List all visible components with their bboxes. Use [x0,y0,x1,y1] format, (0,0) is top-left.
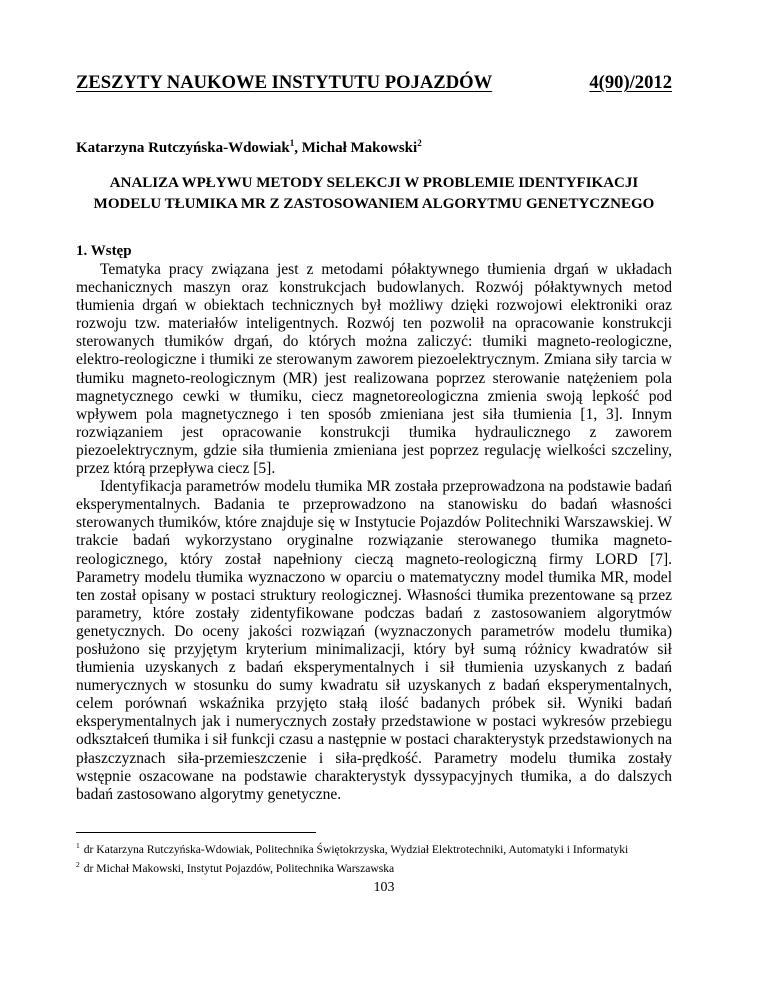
journal-name: ZESZYTY NAUKOWE INSTYTUTU POJAZDÓW [76,72,493,93]
page-number: 103 [373,880,395,895]
footnote [76,858,672,877]
footnote-mark: 2 [76,859,80,869]
footnote-mark: 1 [289,138,295,148]
footnote-text: dr Michał Makowski, Instytut Pojazdów, Politechnika Warszawska [83,861,395,875]
author-separator: , [294,140,302,156]
paragraph: Tematyka pracy związana jest z metodami półaktywnego tłumienia drgań w układach mechanicznych maszyn oraz konstrukcjach budowlanych. Rozwój półaktywnych metod tłumienia drgań w obiektach technicznych był możliwy dzięki rozwojowi elektroniki oraz rozwoju tzw. materiałów inteligentnych. Rozwój ten pozwolił na opracowanie konstrukcji sterowanych tłumików drgań, do których można zaliczyć: tłumiki magneto-reologiczne, elektro-reologiczne i tłumiki ze sterowanym zaworem piezoelektrycznym. Zmiana siły tarcia w tłumiku magneto-reologicznym (MR) jest realizowana poprzez sterowanie natężeniem pola magnetycznego cewki w tłumiku, ciecz magnetoreologiczna zmienia swoją lepkość pod wpływem pola magnetycznego i ten sposób zmieniana jest siła tłumienia [1, 3]. Innym rozwiązaniem jest opracowanie konstrukcji tłumika hydraulicznego z zaworem piezoelektrycznym, gdzie siła tłumienia zmieniana jest poprzez regulację wielkości szczeliny, przez którą przepływa ciecz [5]. [76,261,672,478]
body-text [76,261,672,804]
footnote [76,839,672,858]
footnote-text: dr Katarzyna Rutczyńska-Wdowiak, Politechnika Świętokrzyska, Wydział Elektrotechniki, Automatyki i Informatyki [83,843,629,856]
author-name: Michał Makowski [301,140,418,156]
section-heading: 1. Wstęp [76,243,132,259]
paragraph: Identyfikacja parametrów modelu tłumika MR została przeprowadzona na podstawie badań eksperymentalnych. Badania te przeprowadzono na stanowisku do badań własności sterowanych tłumików, które znajduje się w Instytucie Pojazdów Politechniki Warszawskiej. W trakcie badań wykorzystano oryginalne rozwiązanie sterowanego tłumika magneto-reologicznego, który został napełniony cieczą magneto-reologiczną firmy LORD [7]. Parametry modelu tłumika wyznaczono w oparciu o matematyczny model tłumika MR, model ten został opisany w postaci struktury reologicznej. Własności tłumika prezentowane są przez parametry, które zostały zidentyfikowane podczas badań z zastosowaniem algorytmów genetycznych. Do oceny jakości rozwiązań (wyznaczonych parametrów modelu tłumika) posłużono się przyjętym kryterium minimalizacji, który był sumą różnicy kwadratów sił tłumienia uzyskanych z badań eksperymentalnych i sił tłumienia uzyskanych z badań numerycznych w stosunku do sumy kwadratu sił uzyskanych z badań eksperymentalnych, celem porównań wskaźnika przyjęto stałą ilość badanych próbek sił. Wyniki badań eksperymentalnych jak i numerycznych zostały przedstawione w postaci wykresów przebiegu odkształceń tłumika i sił funkcji czasu a następnie w postaci charakterystyk przedstawionych na płaszczyznach siła-przemieszczenie i siła-prędkość. Parametry modelu tłumika zostały wstępnie oszacowane na podstawie charakterystyk dyssypacyjnych tłumika, a do dalszych badań zastosowano algorytmy genetyczne. [76,478,672,803]
paper-title: ANALIZA WPŁYWU METODY SELEKCJI W PROBLEMIE IDENTYFIKACJI MODELU TŁUMIKA MR Z ZASTOSOWANIEM ALGORYTMU GENETYCZNEGO [93,175,655,212]
author-name: Katarzyna Rutczyńska-Wdowiak [76,140,290,156]
author-line [76,138,422,157]
running-header [76,72,672,94]
footnotes [76,839,672,876]
issue-number: 4(90)/2012 [589,72,672,93]
footnote-mark: 1 [76,841,80,850]
footnote-mark: 2 [417,138,422,148]
footnote-separator [76,832,316,833]
